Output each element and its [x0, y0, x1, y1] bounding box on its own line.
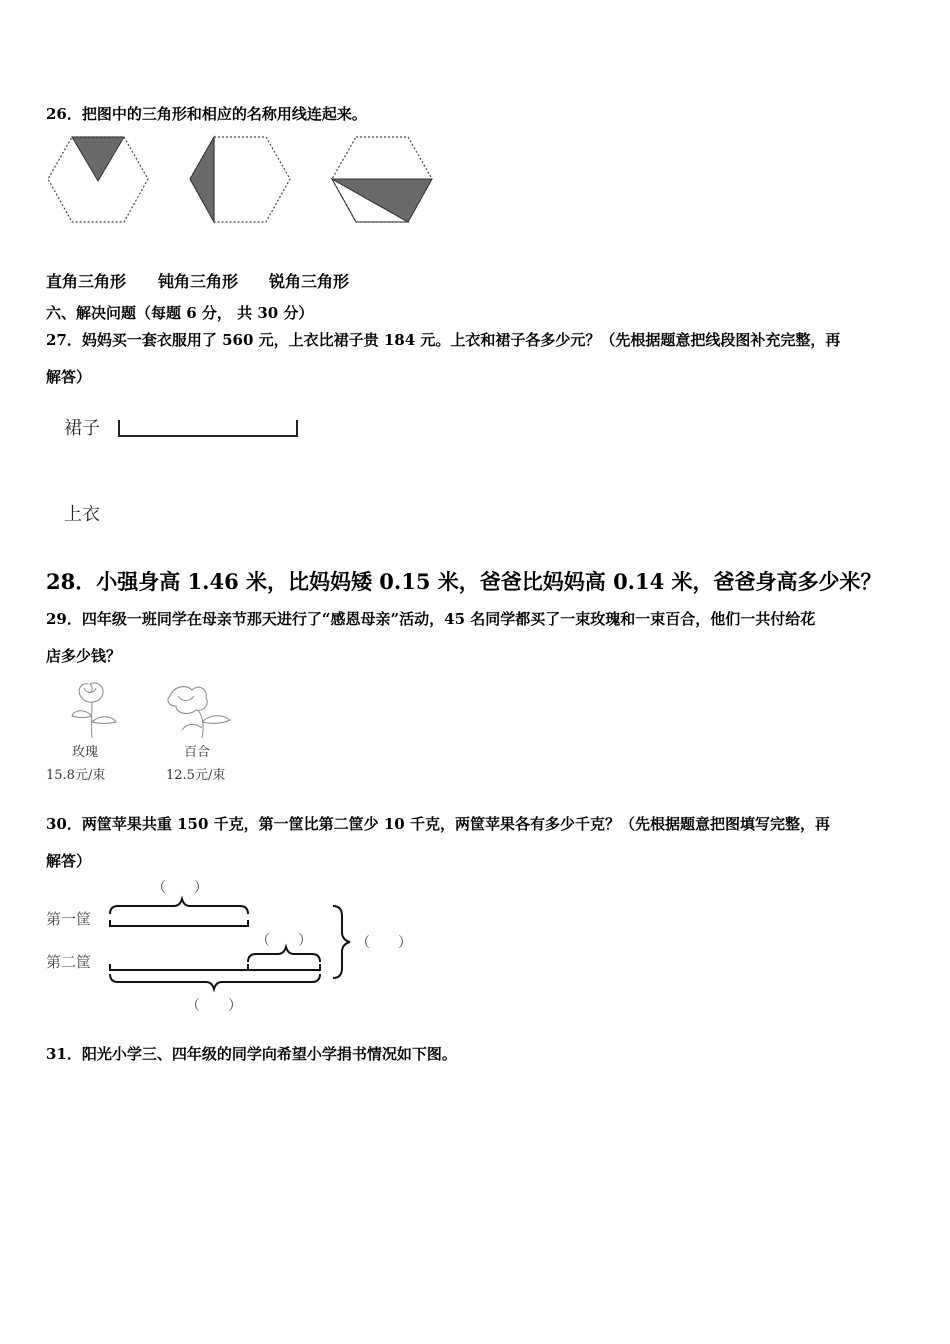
rose-illustration: [64, 678, 124, 740]
q28-text: 28．小强身高 1.46 米，比妈妈矮 0.15 米，爸爸比妈妈高 0.14 米，爸爸身高多少米？: [46, 569, 882, 594]
q30-line1: 30．两筐苹果共重 150 千克，第一筐比第二筐少 10 千克，两筐苹果各有多少千克？（先根据题意把图填写完整，再: [46, 815, 830, 833]
q29-line1: 29．四年级一班同学在母亲节那天进行了“感恩母亲”活动，45 名同学都买了一束玫瑰和一束百合，他们一共付给花: [46, 610, 816, 628]
q31-text: 31．阳光小学三、四年级的同学向希望小学捐书情况如下图。: [46, 1045, 457, 1063]
lily-name: 百合: [184, 745, 211, 760]
label-obtuse-triangle: 钝角三角形: [158, 272, 239, 291]
q26-text: 26．把图中的三角形和相应的名称用线连起来。: [46, 105, 367, 123]
q27-line2: 解答）: [46, 368, 92, 386]
label-first-basket: 第一筐: [46, 910, 92, 928]
blank-first-top: （ ）: [152, 880, 208, 896]
label-acute-triangle: 锐角三角形: [269, 272, 350, 291]
blank-second-bottom: （ ）: [186, 998, 242, 1014]
section6-title: 六、解决问题（每题 6 分， 共 30 分）: [46, 304, 314, 322]
skirt-segment: [117, 418, 301, 440]
label-skirt: 裙子: [64, 418, 100, 439]
rose-price: 15.8元/束: [46, 768, 106, 783]
label-right-triangle: 直角三角形: [46, 272, 127, 291]
lily-illustration: [164, 682, 234, 740]
hexagon-figure-1: [46, 135, 150, 225]
hexagon-figure-2: [188, 135, 292, 225]
label-top: 上衣: [64, 504, 100, 525]
label-second-basket: 第二筐: [46, 953, 92, 971]
blank-total: （ ）: [356, 935, 412, 951]
q30-line2: 解答）: [46, 852, 92, 870]
lily-price: 12.5元/束: [166, 768, 226, 783]
hexagon-figure-3: [330, 135, 434, 225]
blank-difference: （ ）: [256, 933, 312, 949]
rose-name: 玫瑰: [72, 745, 99, 760]
q29-line2: 店多少钱？: [46, 647, 122, 665]
q27-line1: 27．妈妈买一套衣服用了 560 元，上衣比裙子贵 184 元。上衣和裙子各多少元？（先根据题意把线段图补充完整，再: [46, 331, 841, 349]
apple-baskets-diagram: [100, 896, 360, 996]
